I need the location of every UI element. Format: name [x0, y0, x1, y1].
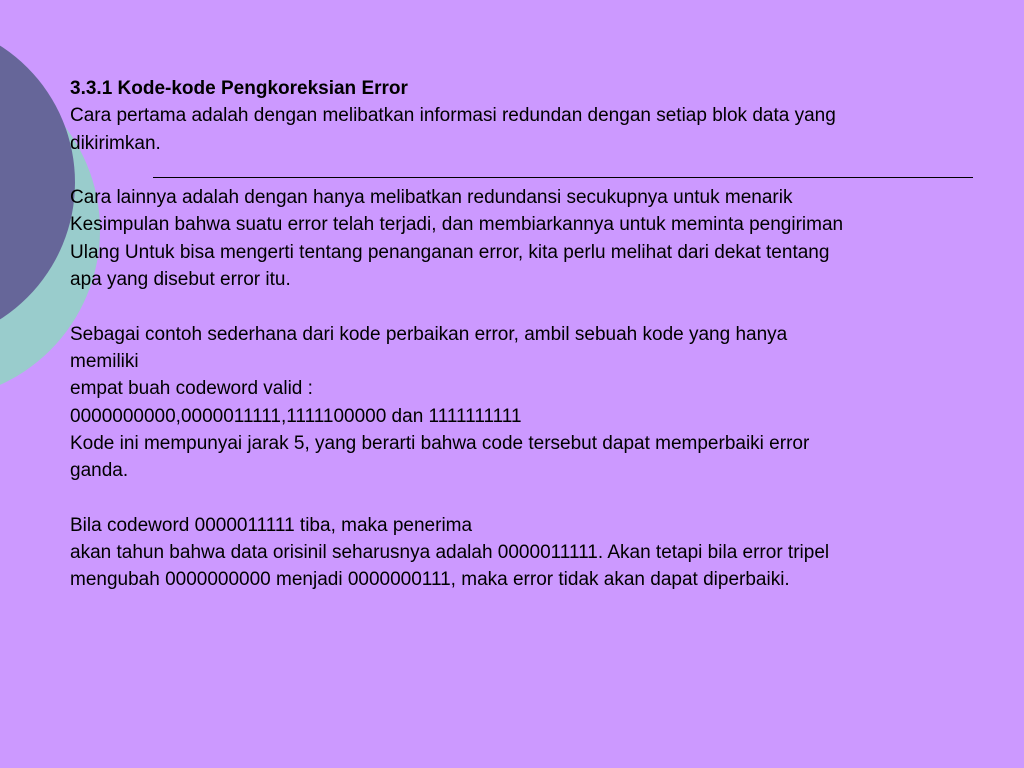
paragraph-3-line-4: 0000000000,0000011111,1111100000 dan 1111111111	[70, 405, 522, 427]
paragraph-3-line-5: Kode ini mempunyai jarak 5, yang berarti bahwa code tersebut dapat memperbaiki error	[70, 432, 810, 454]
paragraph-3-line-1: Sebagai contoh sederhana dari kode perbaikan error, ambil sebuah kode yang hanya	[70, 323, 788, 345]
slide-title: 3.3.1 Kode-kode Pengkoreksian Error	[70, 78, 408, 99]
paragraph-4-line-1: Bila codeword 0000011111 tiba, maka penerima	[70, 514, 473, 536]
paragraph-3-line-2: memiliki	[70, 350, 139, 372]
spacer	[70, 293, 1005, 320]
paragraph-3-line-6: ganda.	[70, 460, 129, 482]
paragraph-2-line-2: Kesimpulan bahwa suatu error telah terjadi, dan membiarkannya untuk meminta pengiriman	[70, 214, 844, 236]
paragraph-4-line-3: mengubah 0000000000 menjadi 0000000111, maka error tidak akan dapat diperbaiki.	[70, 569, 790, 591]
paragraph-2-line-1: Cara lainnya adalah dengan hanya melibatkan redundansi secukupnya untuk menarik	[70, 187, 793, 209]
paragraph-3-line-3: empat buah codeword valid :	[70, 378, 313, 400]
paragraph-2-line-4: apa yang disebut error itu.	[70, 269, 291, 291]
spacer	[70, 484, 1005, 511]
paragraph-1-line-1: Cara pertama adalah dengan melibatkan informasi redundan dengan setiap blok data yang	[70, 105, 836, 127]
paragraph-1-line-2: dikirimkan.	[70, 132, 161, 154]
slide-content	[70, 75, 1005, 594]
paragraph-4-line-2: akan tahun bahwa data orisinil seharusnya adalah 0000011111. Akan tetapi bila error tripel	[70, 542, 830, 564]
horizontal-rule	[70, 157, 1005, 184]
paragraph-2-line-3: Ulang Untuk bisa mengerti tentang penanganan error, kita perlu melihat dari dekat tentang	[70, 241, 830, 263]
